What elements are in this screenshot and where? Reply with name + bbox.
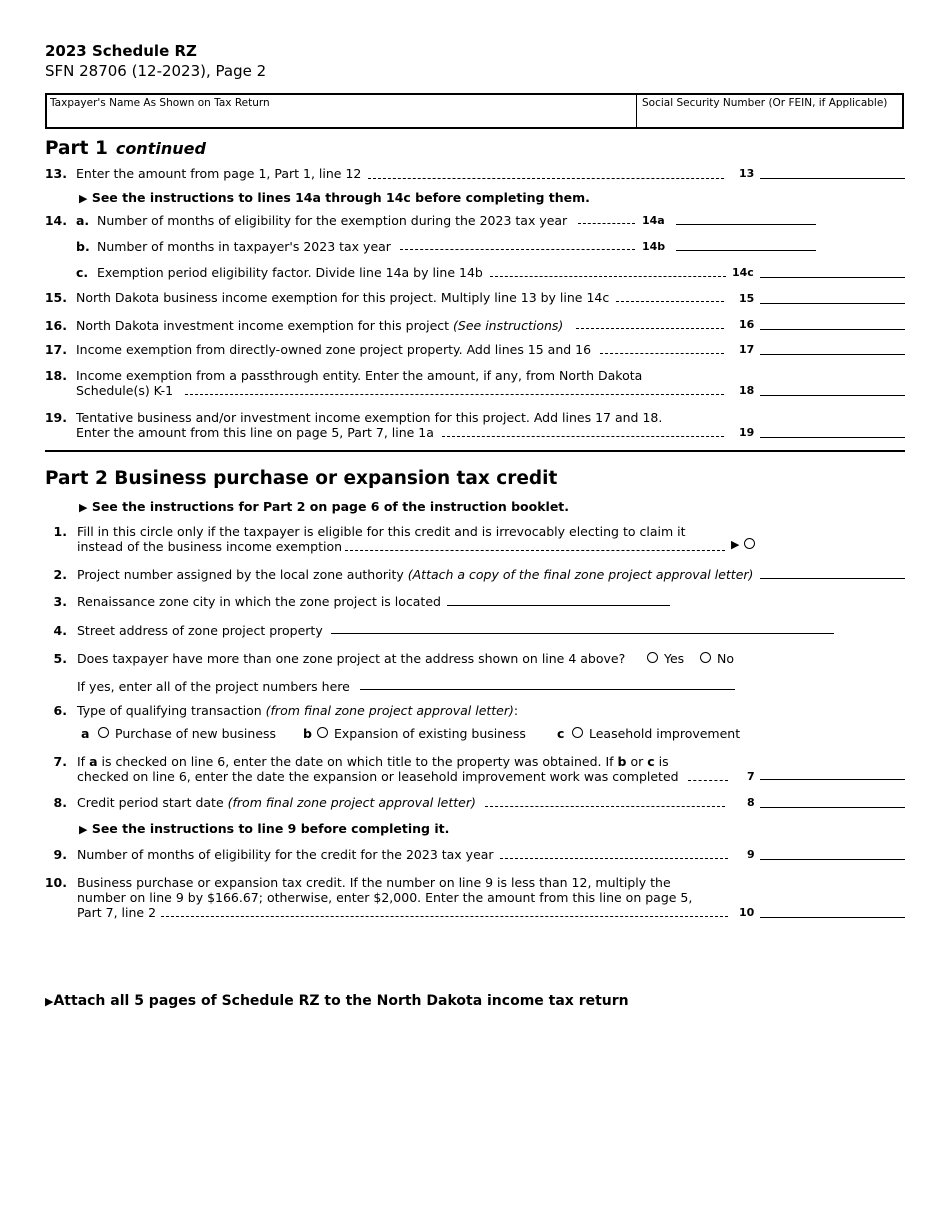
p2-line1-text1: Fill in this circle only if the taxpayer is eligible for this credit and is irrevocably electing to claim it xyxy=(77,524,686,539)
p2-line10-number: 10. xyxy=(44,875,67,890)
line17-number: 17. xyxy=(44,342,67,357)
taxpayer-id-box xyxy=(45,93,904,129)
line13-text: Enter the amount from page 1, Part 1, line 12 xyxy=(76,166,362,181)
expansion-existing-business-radio[interactable] xyxy=(317,727,328,738)
p2-line5-text: Does taxpayer have more than one zone project at the address shown on line 4 above? xyxy=(77,651,626,666)
project-numbers-field[interactable] xyxy=(360,689,735,690)
p2-line8-text: Credit period start date (from final zone project approval letter) xyxy=(77,795,476,810)
arrow-right-icon: ▶ xyxy=(79,823,88,836)
p2-line8-number: 8. xyxy=(53,795,67,810)
p2-line9-leader xyxy=(500,858,728,859)
line18-text1: Income exemption from a passthrough entity. Enter the amount, if any, from North Dakota xyxy=(76,368,643,383)
p2-line9-ref: 9 xyxy=(747,848,755,861)
form-subtitle: SFN 28706 (12-2023), Page 2 xyxy=(45,62,267,80)
part2-heading: Part 2 Business purchase or expansion tax credit xyxy=(45,468,558,489)
taxpayer-name-field[interactable]: Taxpayer's Name As Shown on Tax Return xyxy=(50,97,270,109)
project-number-field[interactable] xyxy=(760,578,905,579)
line14a-field[interactable] xyxy=(676,224,816,225)
line14b-ref: 14b xyxy=(642,240,666,253)
line13-ref: 13 xyxy=(739,167,755,180)
part1-subtitle: continued xyxy=(115,139,206,158)
line15-number: 15. xyxy=(44,290,67,305)
line19-number: 19. xyxy=(44,410,67,425)
arrow-right-icon: ▶ xyxy=(79,501,88,514)
line17-ref: 17 xyxy=(739,343,755,356)
part2-note: ▶ See the instructions for Part 2 on page 6 of the instruction booklet. xyxy=(79,499,570,514)
line18-text2: Schedule(s) K-1 xyxy=(76,383,174,398)
zone-city-field[interactable] xyxy=(447,605,670,606)
line15-field[interactable] xyxy=(760,303,905,304)
option-b-letter: b xyxy=(303,726,312,741)
p2-line4-number: 4. xyxy=(53,623,67,638)
line13-leader xyxy=(368,178,724,179)
elect-credit-radio[interactable] xyxy=(744,538,755,549)
line13-number: 13. xyxy=(44,166,67,181)
credit-amount-field[interactable] xyxy=(760,917,905,918)
line15-text: North Dakota business income exemption for this project. Multiply line 13 by line 14c xyxy=(76,290,610,305)
line18-ref: 18 xyxy=(739,384,755,397)
section-divider xyxy=(45,450,905,452)
line19-ref: 19 xyxy=(739,426,755,439)
p2-line10-ref: 10 xyxy=(739,906,755,919)
p2-line2-number: 2. xyxy=(53,567,67,582)
line14c-leader xyxy=(490,276,726,277)
arrow-right-icon: ▶ xyxy=(731,538,740,551)
line19-text2: Enter the amount from this line on page 5, Part 7, line 1a xyxy=(76,425,434,440)
line19-field[interactable] xyxy=(760,437,905,438)
part1-heading xyxy=(45,138,206,159)
option-c-label: Leasehold improvement xyxy=(589,726,741,741)
line19-leader xyxy=(442,436,724,437)
multiple-projects-no-radio[interactable] xyxy=(700,652,711,663)
option-c-letter: c xyxy=(557,726,565,741)
p2-line10-text1: Business purchase or expansion tax credit. If the number on line 9 is less than 12, multiply the xyxy=(77,875,671,890)
p2-line4-text: Street address of zone project property xyxy=(77,623,323,638)
line17-field[interactable] xyxy=(760,354,905,355)
line15-ref: 15 xyxy=(739,292,755,305)
p2-line2-text: Project number assigned by the local zone authority (Attach a copy of the final zone project approval letter) xyxy=(77,567,754,582)
line16-field[interactable] xyxy=(760,329,905,330)
option-a-label: Purchase of new business xyxy=(115,726,277,741)
line16-leader xyxy=(576,328,724,329)
line14c-field[interactable] xyxy=(760,277,905,278)
p2-line9-number: 9. xyxy=(53,847,67,862)
p2-line3-number: 3. xyxy=(53,594,67,609)
form-title: 2023 Schedule RZ xyxy=(45,42,197,60)
line16-text: North Dakota investment income exemption for this project (See instructions) xyxy=(76,318,564,333)
attach-instruction: ▶Attach all 5 pages of Schedule RZ to the North Dakota income tax return xyxy=(45,993,629,1009)
line18-field[interactable] xyxy=(760,395,905,396)
p2-line9-text: Number of months of eligibility for the credit for the 2023 tax year xyxy=(77,847,494,862)
street-address-field[interactable] xyxy=(331,633,834,634)
arrow-right-icon: ▶ xyxy=(79,192,88,205)
option-a-letter: a xyxy=(81,726,90,741)
line14-number: 14. xyxy=(44,213,67,228)
line14c-letter: c. xyxy=(76,265,89,280)
title-date-field[interactable] xyxy=(760,779,905,780)
line19-text1: Tentative business and/or investment income exemption for this project. Add lines 17 and 18. xyxy=(76,410,663,425)
p2-line5-sub-text: If yes, enter all of the project numbers here xyxy=(77,679,350,694)
p2-line8-ref: 8 xyxy=(747,796,755,809)
p2-line10-text2: number on line 9 by $166.67; otherwise, enter $2,000. Enter the amount from this line on page 5, xyxy=(77,890,693,905)
line9-note: ▶ See the instructions to line 9 before completing it. xyxy=(79,821,450,836)
line15-leader xyxy=(616,301,724,302)
line16-number: 16. xyxy=(44,318,67,333)
p2-line1-number: 1. xyxy=(53,524,67,539)
line14b-letter: b. xyxy=(76,239,90,254)
line14b-text: Number of months in taxpayer's 2023 tax year xyxy=(97,239,391,254)
p2-line6-text: Type of qualifying transaction (from final zone project approval letter): xyxy=(77,703,519,718)
leasehold-improvement-radio[interactable] xyxy=(572,727,583,738)
p2-line7-leader xyxy=(688,780,728,781)
purchase-new-business-radio[interactable] xyxy=(98,727,109,738)
option-b-label: Expansion of existing business xyxy=(334,726,526,741)
part1-title: Part 1 xyxy=(45,138,108,159)
multiple-projects-yes-radio[interactable] xyxy=(647,652,658,663)
months-eligibility-field[interactable] xyxy=(760,859,905,860)
line14b-field[interactable] xyxy=(676,250,816,251)
p2-line3-text: Renaissance zone city in which the zone project is located xyxy=(77,594,441,609)
p2-line5-number: 5. xyxy=(53,651,67,666)
p2-line7-text1: If a is checked on line 6, enter the date on which title to the property was obtained. If b or c is xyxy=(77,754,669,769)
p2-line10-text3: Part 7, line 2 xyxy=(77,905,157,920)
line14a-letter: a. xyxy=(76,213,90,228)
line18-number: 18. xyxy=(44,368,67,383)
line14a-ref: 14a xyxy=(642,214,665,227)
line14c-ref: 14c xyxy=(732,266,754,279)
line14a-leader xyxy=(578,223,635,224)
line17-text: Income exemption from directly-owned zone project property. Add lines 15 and 16 xyxy=(76,342,592,357)
p2-line8-leader xyxy=(485,806,725,807)
credit-start-date-field[interactable] xyxy=(760,807,905,808)
ssn-field[interactable]: Social Security Number (Or FEIN, if Applicable) xyxy=(642,97,888,109)
arrow-right-icon: ▶ xyxy=(45,995,54,1008)
line16-ref: 16 xyxy=(739,318,755,331)
line18-leader xyxy=(185,394,724,395)
line14a-text: Number of months of eligibility for the exemption during the 2023 tax year xyxy=(97,213,568,228)
p2-line1-text2: instead of the business income exemption xyxy=(77,539,343,554)
p2-line10-leader xyxy=(161,916,728,917)
p2-line7-number: 7. xyxy=(53,754,67,769)
line14-note: ▶ See the instructions to lines 14a through 14c before completing them. xyxy=(79,190,590,205)
p2-line6-number: 6. xyxy=(53,703,67,718)
p2-line7-text2: checked on line 6, enter the date the expansion or leasehold improvement work was completed xyxy=(77,769,679,784)
no-label: No xyxy=(717,651,734,666)
id-box-divider xyxy=(636,95,637,127)
line14b-leader xyxy=(400,249,635,250)
p2-line7-ref: 7 xyxy=(747,770,755,783)
p2-line1-leader xyxy=(345,550,725,551)
yes-label: Yes xyxy=(664,651,685,666)
line13-amount-field[interactable] xyxy=(760,178,905,179)
line14c-text: Exemption period eligibility factor. Divide line 14a by line 14b xyxy=(97,265,483,280)
line17-leader xyxy=(600,353,724,354)
